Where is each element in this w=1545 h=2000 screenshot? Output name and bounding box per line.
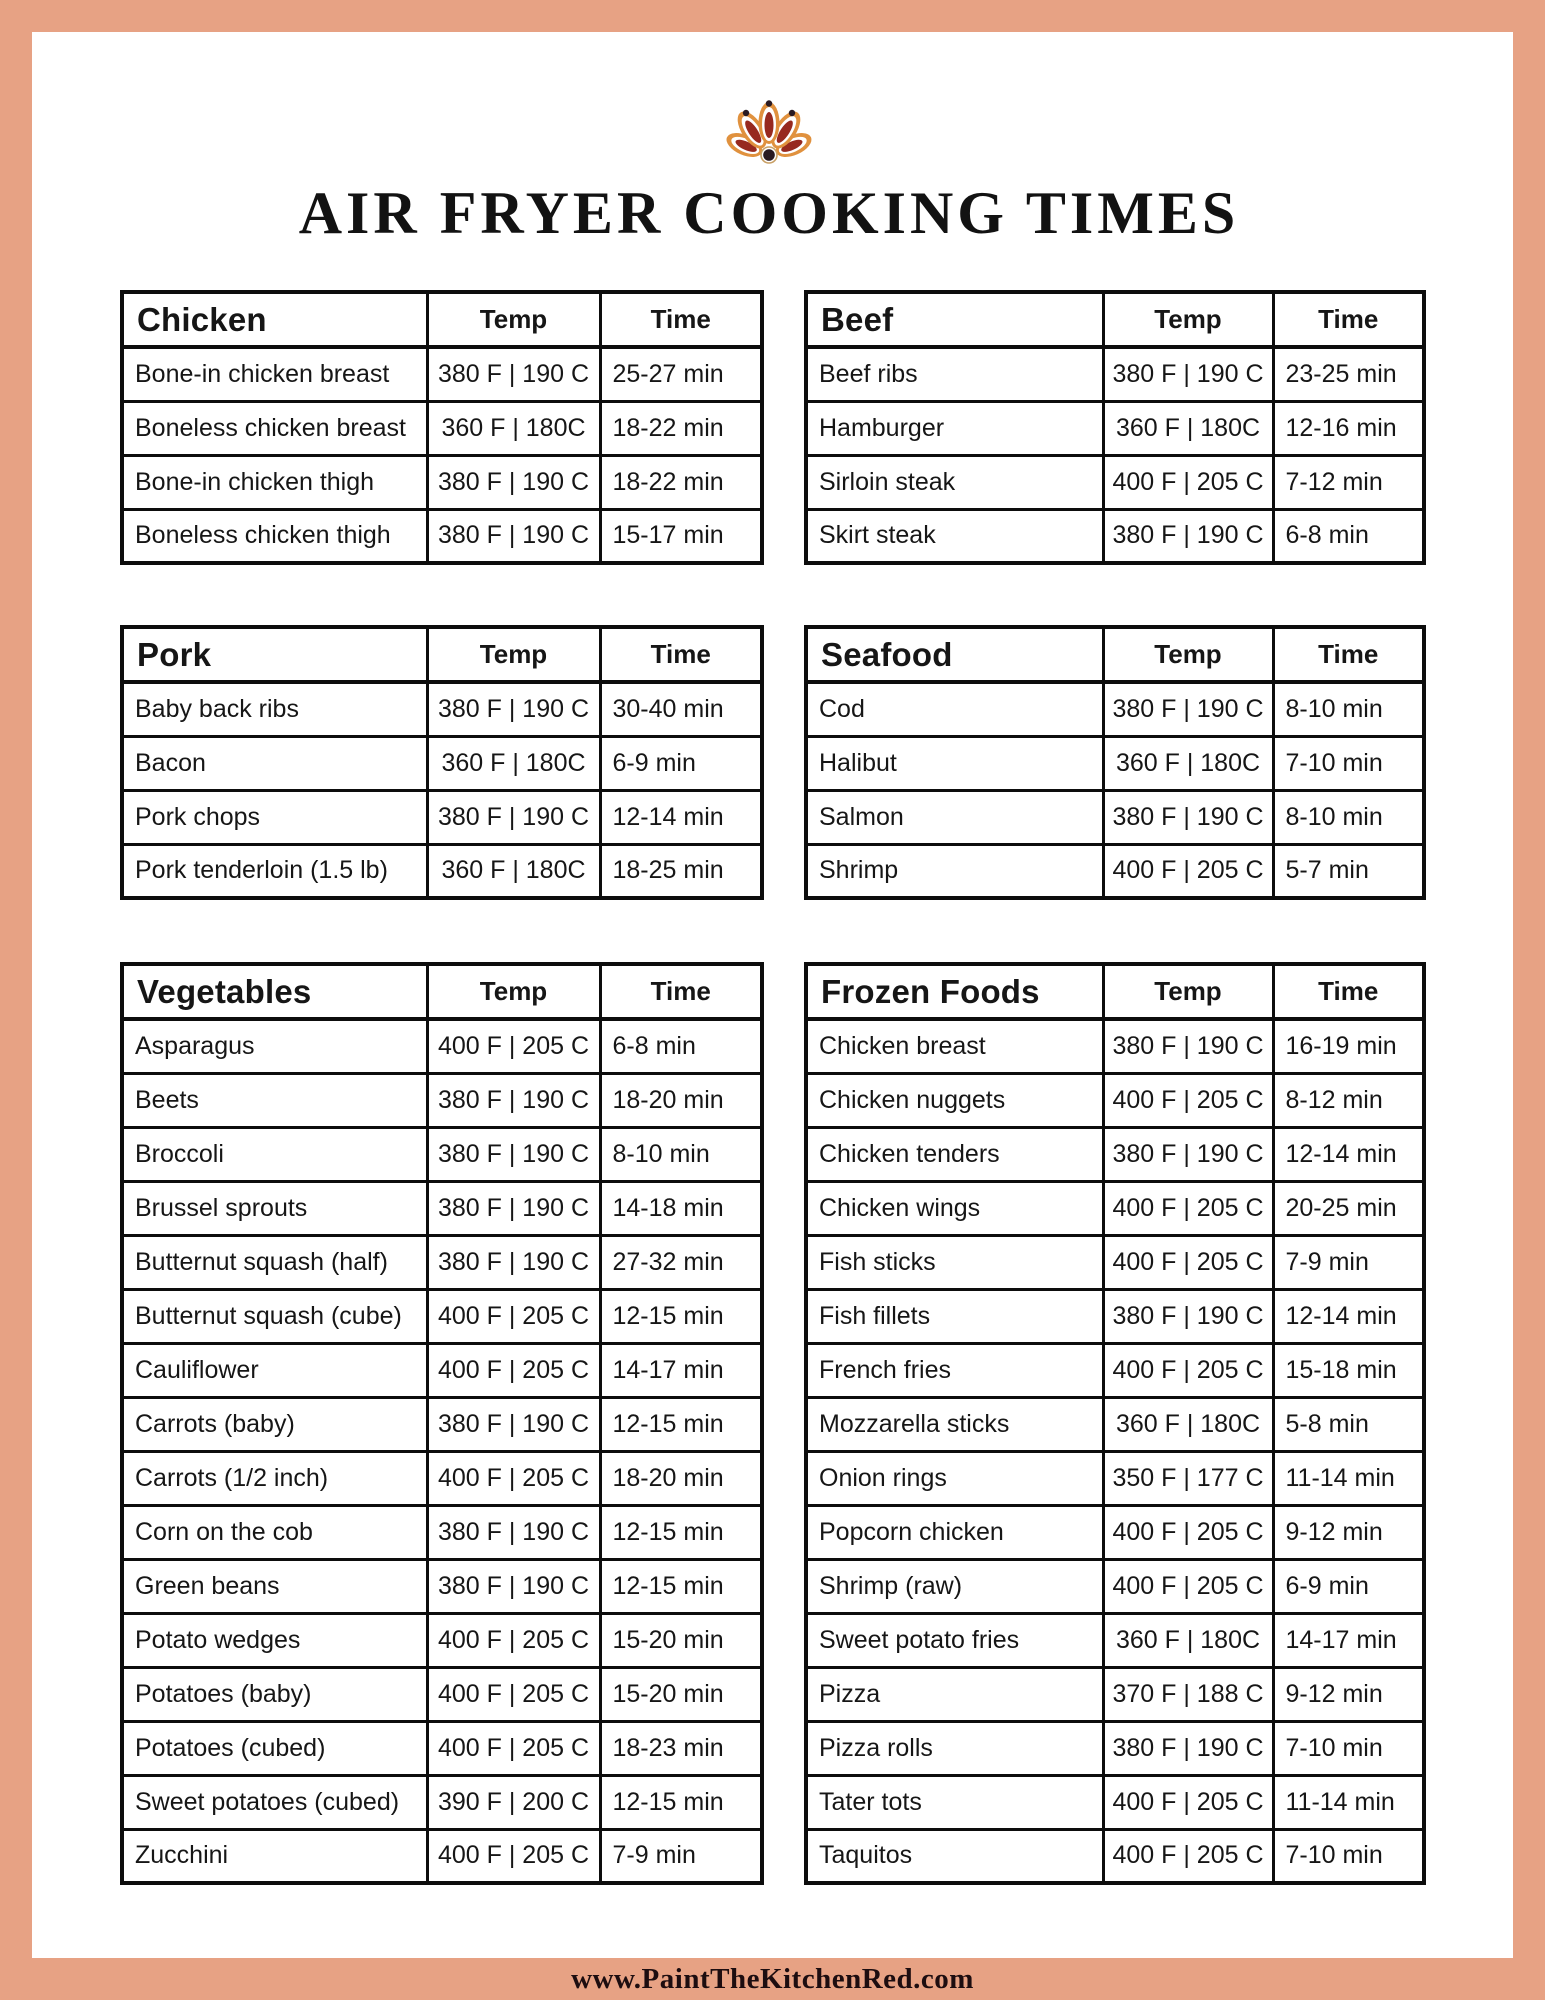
table-row bbox=[122, 844, 762, 898]
table-row bbox=[806, 509, 1424, 563]
vegetables-table bbox=[120, 962, 764, 1885]
table-row bbox=[122, 790, 762, 844]
cell-item: Bone-in chicken breast bbox=[122, 347, 427, 401]
table-row bbox=[122, 455, 762, 509]
cell-temp: 360 F | 180C bbox=[1103, 1397, 1273, 1451]
cell-item: Potatoes (cubed) bbox=[122, 1721, 427, 1775]
cell-temp: 400 F | 205 C bbox=[1103, 1235, 1273, 1289]
cell-item: Beef ribs bbox=[806, 347, 1103, 401]
cell-time: 7-10 min bbox=[1273, 1721, 1424, 1775]
cell-item: Skirt steak bbox=[806, 509, 1103, 563]
cell-time: 8-10 min bbox=[600, 1127, 762, 1181]
cell-time: 7-12 min bbox=[1273, 455, 1424, 509]
table-row bbox=[806, 844, 1424, 898]
cell-time: 15-18 min bbox=[1273, 1343, 1424, 1397]
cell-item: Pizza rolls bbox=[806, 1721, 1103, 1775]
cell-temp: 400 F | 205 C bbox=[427, 1829, 600, 1883]
table-row bbox=[806, 1775, 1424, 1829]
seafood-table bbox=[804, 625, 1426, 900]
cell-time: 27-32 min bbox=[600, 1235, 762, 1289]
table-band-2 bbox=[120, 625, 1418, 900]
table-row bbox=[806, 1343, 1424, 1397]
cell-item: Butternut squash (half) bbox=[122, 1235, 427, 1289]
table-row bbox=[806, 682, 1424, 736]
table-row bbox=[122, 1829, 762, 1883]
cell-time: 18-25 min bbox=[600, 844, 762, 898]
table-row bbox=[122, 1397, 762, 1451]
cell-time: 6-9 min bbox=[600, 736, 762, 790]
temp-column-header: Temp bbox=[1103, 292, 1273, 347]
cell-time: 14-17 min bbox=[1273, 1613, 1424, 1667]
cell-time: 8-12 min bbox=[1273, 1073, 1424, 1127]
cell-temp: 400 F | 205 C bbox=[1103, 844, 1273, 898]
table-row bbox=[122, 1289, 762, 1343]
cell-temp: 380 F | 190 C bbox=[427, 1181, 600, 1235]
cell-item: Carrots (baby) bbox=[122, 1397, 427, 1451]
cell-temp: 380 F | 190 C bbox=[1103, 509, 1273, 563]
cell-item: Potatoes (baby) bbox=[122, 1667, 427, 1721]
cell-temp: 380 F | 190 C bbox=[1103, 1721, 1273, 1775]
table-row bbox=[806, 1181, 1424, 1235]
table-row bbox=[122, 1451, 762, 1505]
table-row bbox=[122, 1235, 762, 1289]
cell-item: Beets bbox=[122, 1073, 427, 1127]
table-row bbox=[806, 1397, 1424, 1451]
cell-item: Boneless chicken breast bbox=[122, 401, 427, 455]
table-row bbox=[122, 736, 762, 790]
table-row bbox=[122, 1073, 762, 1127]
footer-url: www.PaintTheKitchenRed.com bbox=[571, 1963, 974, 1995]
cell-item: Pork tenderloin (1.5 lb) bbox=[122, 844, 427, 898]
table-header-row bbox=[806, 292, 1424, 347]
temp-column-header: Temp bbox=[427, 292, 600, 347]
cell-time: 15-20 min bbox=[600, 1613, 762, 1667]
cell-item: Chicken breast bbox=[806, 1019, 1103, 1073]
table-header-row bbox=[806, 627, 1424, 682]
cell-item: Mozzarella sticks bbox=[806, 1397, 1103, 1451]
cell-time: 14-17 min bbox=[600, 1343, 762, 1397]
table-row bbox=[806, 401, 1424, 455]
category-header-pork: Pork bbox=[122, 627, 427, 682]
cell-temp: 360 F | 180C bbox=[427, 844, 600, 898]
cell-item: Sirloin steak bbox=[806, 455, 1103, 509]
table-row bbox=[122, 1721, 762, 1775]
table-row bbox=[806, 1559, 1424, 1613]
cell-time: 12-16 min bbox=[1273, 401, 1424, 455]
time-column-header: Time bbox=[1273, 292, 1424, 347]
cell-temp: 380 F | 190 C bbox=[1103, 790, 1273, 844]
cell-temp: 370 F | 188 C bbox=[1103, 1667, 1273, 1721]
table-row bbox=[806, 1019, 1424, 1073]
time-column-header: Time bbox=[1273, 964, 1424, 1019]
cell-item: Asparagus bbox=[122, 1019, 427, 1073]
table-row bbox=[122, 1775, 762, 1829]
cell-time: 7-9 min bbox=[1273, 1235, 1424, 1289]
cell-temp: 380 F | 190 C bbox=[427, 1505, 600, 1559]
temp-column-header: Temp bbox=[1103, 964, 1273, 1019]
table-row bbox=[806, 1829, 1424, 1883]
cell-item: Taquitos bbox=[806, 1829, 1103, 1883]
time-column-header: Time bbox=[600, 292, 762, 347]
table-band-1 bbox=[120, 290, 1418, 565]
table-row bbox=[122, 1181, 762, 1235]
cell-temp: 400 F | 205 C bbox=[427, 1451, 600, 1505]
table-row bbox=[122, 1613, 762, 1667]
cell-temp: 400 F | 205 C bbox=[1103, 1073, 1273, 1127]
cell-item: Fish sticks bbox=[806, 1235, 1103, 1289]
cell-item: Shrimp (raw) bbox=[806, 1559, 1103, 1613]
cell-time: 7-9 min bbox=[600, 1829, 762, 1883]
cell-item: Hamburger bbox=[806, 401, 1103, 455]
time-column-header: Time bbox=[600, 627, 762, 682]
table-row bbox=[806, 455, 1424, 509]
cell-time: 18-22 min bbox=[600, 401, 762, 455]
cell-temp: 380 F | 190 C bbox=[1103, 1019, 1273, 1073]
cell-time: 18-20 min bbox=[600, 1451, 762, 1505]
cell-time: 9-12 min bbox=[1273, 1667, 1424, 1721]
table-row bbox=[122, 1343, 762, 1397]
cell-temp: 400 F | 205 C bbox=[1103, 1559, 1273, 1613]
table-band-3 bbox=[120, 962, 1418, 1885]
table-row bbox=[122, 347, 762, 401]
cell-item: Shrimp bbox=[806, 844, 1103, 898]
cell-time: 12-14 min bbox=[1273, 1127, 1424, 1181]
cell-item: Boneless chicken thigh bbox=[122, 509, 427, 563]
time-column-header: Time bbox=[600, 964, 762, 1019]
cell-temp: 400 F | 205 C bbox=[427, 1289, 600, 1343]
cell-temp: 390 F | 200 C bbox=[427, 1775, 600, 1829]
cell-item: Butternut squash (cube) bbox=[122, 1289, 427, 1343]
cell-temp: 400 F | 205 C bbox=[427, 1019, 600, 1073]
cell-time: 6-9 min bbox=[1273, 1559, 1424, 1613]
table-row bbox=[806, 1721, 1424, 1775]
cell-temp: 380 F | 190 C bbox=[427, 1235, 600, 1289]
cell-item: Halibut bbox=[806, 736, 1103, 790]
pork-table bbox=[120, 625, 764, 900]
table-row bbox=[122, 1127, 762, 1181]
cell-item: Fish fillets bbox=[806, 1289, 1103, 1343]
table-row bbox=[806, 1613, 1424, 1667]
page-sheet bbox=[32, 32, 1513, 1958]
table-row bbox=[122, 1559, 762, 1613]
cell-item: Chicken wings bbox=[806, 1181, 1103, 1235]
cell-temp: 380 F | 190 C bbox=[427, 1397, 600, 1451]
cell-time: 7-10 min bbox=[1273, 1829, 1424, 1883]
cell-temp: 380 F | 190 C bbox=[427, 347, 600, 401]
cell-temp: 380 F | 190 C bbox=[1103, 682, 1273, 736]
table-row bbox=[122, 401, 762, 455]
temp-column-header: Temp bbox=[427, 627, 600, 682]
table-row bbox=[806, 1289, 1424, 1343]
cell-time: 8-10 min bbox=[1273, 682, 1424, 736]
cell-time: 8-10 min bbox=[1273, 790, 1424, 844]
cell-time: 18-22 min bbox=[600, 455, 762, 509]
cell-temp: 380 F | 190 C bbox=[427, 1559, 600, 1613]
cell-temp: 400 F | 205 C bbox=[1103, 1775, 1273, 1829]
table-row bbox=[122, 1505, 762, 1559]
cell-temp: 400 F | 205 C bbox=[427, 1667, 600, 1721]
cell-time: 23-25 min bbox=[1273, 347, 1424, 401]
cell-item: Cauliflower bbox=[122, 1343, 427, 1397]
cell-item: Onion rings bbox=[806, 1451, 1103, 1505]
table-row bbox=[806, 1505, 1424, 1559]
table-header-row bbox=[122, 964, 762, 1019]
page-content bbox=[120, 32, 1418, 1885]
cell-time: 12-14 min bbox=[1273, 1289, 1424, 1343]
lotus-logo-icon bbox=[709, 96, 829, 168]
cell-temp: 380 F | 190 C bbox=[1103, 347, 1273, 401]
table-row bbox=[122, 1667, 762, 1721]
table-row bbox=[806, 790, 1424, 844]
frozen-foods-table bbox=[804, 962, 1426, 1885]
cell-temp: 400 F | 205 C bbox=[1103, 455, 1273, 509]
cell-temp: 400 F | 205 C bbox=[1103, 1343, 1273, 1397]
cell-time: 11-14 min bbox=[1273, 1775, 1424, 1829]
cell-temp: 380 F | 190 C bbox=[1103, 1127, 1273, 1181]
cell-item: Salmon bbox=[806, 790, 1103, 844]
page-title: AIR FRYER COOKING TIMES bbox=[298, 180, 1240, 246]
cell-temp: 360 F | 180C bbox=[1103, 401, 1273, 455]
temp-column-header: Temp bbox=[427, 964, 600, 1019]
cell-item: Potato wedges bbox=[122, 1613, 427, 1667]
cell-time: 12-14 min bbox=[600, 790, 762, 844]
cell-time: 7-10 min bbox=[1273, 736, 1424, 790]
table-header-row bbox=[122, 627, 762, 682]
table-row bbox=[806, 1451, 1424, 1505]
category-header-chicken: Chicken bbox=[122, 292, 427, 347]
table-row bbox=[806, 1235, 1424, 1289]
cell-time: 12-15 min bbox=[600, 1505, 762, 1559]
table-row bbox=[806, 1073, 1424, 1127]
cell-item: Baby back ribs bbox=[122, 682, 427, 736]
category-header-vegetables: Vegetables bbox=[122, 964, 427, 1019]
cell-temp: 400 F | 205 C bbox=[427, 1343, 600, 1397]
cell-temp: 400 F | 205 C bbox=[1103, 1505, 1273, 1559]
chicken-table bbox=[120, 290, 764, 565]
cell-item: Broccoli bbox=[122, 1127, 427, 1181]
cell-item: Sweet potato fries bbox=[806, 1613, 1103, 1667]
cell-item: Sweet potatoes (cubed) bbox=[122, 1775, 427, 1829]
cell-time: 9-12 min bbox=[1273, 1505, 1424, 1559]
cell-temp: 380 F | 190 C bbox=[1103, 1289, 1273, 1343]
table-row bbox=[806, 1667, 1424, 1721]
cell-temp: 380 F | 190 C bbox=[427, 1127, 600, 1181]
cell-item: Zucchini bbox=[122, 1829, 427, 1883]
cell-temp: 360 F | 180C bbox=[427, 401, 600, 455]
cell-item: Popcorn chicken bbox=[806, 1505, 1103, 1559]
category-header-frozen-foods: Frozen Foods bbox=[806, 964, 1103, 1019]
cell-temp: 380 F | 190 C bbox=[427, 509, 600, 563]
cell-temp: 360 F | 180C bbox=[427, 736, 600, 790]
cell-temp: 360 F | 180C bbox=[1103, 1613, 1273, 1667]
cell-time: 12-15 min bbox=[600, 1397, 762, 1451]
cell-time: 15-17 min bbox=[600, 509, 762, 563]
cell-temp: 400 F | 205 C bbox=[1103, 1829, 1273, 1883]
cell-time: 6-8 min bbox=[1273, 509, 1424, 563]
cell-temp: 350 F | 177 C bbox=[1103, 1451, 1273, 1505]
cell-item: Chicken tenders bbox=[806, 1127, 1103, 1181]
cell-temp: 380 F | 190 C bbox=[427, 790, 600, 844]
cell-time: 25-27 min bbox=[600, 347, 762, 401]
cell-temp: 400 F | 205 C bbox=[427, 1613, 600, 1667]
cell-time: 12-15 min bbox=[600, 1559, 762, 1613]
cell-item: Chicken nuggets bbox=[806, 1073, 1103, 1127]
cell-time: 20-25 min bbox=[1273, 1181, 1424, 1235]
category-header-beef: Beef bbox=[806, 292, 1103, 347]
table-row bbox=[806, 736, 1424, 790]
cell-temp: 380 F | 190 C bbox=[427, 682, 600, 736]
cell-time: 16-19 min bbox=[1273, 1019, 1424, 1073]
time-column-header: Time bbox=[1273, 627, 1424, 682]
cell-item: Pizza bbox=[806, 1667, 1103, 1721]
cell-temp: 400 F | 205 C bbox=[427, 1721, 600, 1775]
cell-item: Cod bbox=[806, 682, 1103, 736]
cell-time: 15-20 min bbox=[600, 1667, 762, 1721]
cell-temp: 400 F | 205 C bbox=[1103, 1181, 1273, 1235]
cell-time: 18-23 min bbox=[600, 1721, 762, 1775]
beef-table bbox=[804, 290, 1426, 565]
cell-time: 6-8 min bbox=[600, 1019, 762, 1073]
cell-item: Tater tots bbox=[806, 1775, 1103, 1829]
category-header-seafood: Seafood bbox=[806, 627, 1103, 682]
cell-time: 18-20 min bbox=[600, 1073, 762, 1127]
cell-time: 30-40 min bbox=[600, 682, 762, 736]
table-row bbox=[122, 1019, 762, 1073]
cell-time: 12-15 min bbox=[600, 1775, 762, 1829]
cell-item: Bacon bbox=[122, 736, 427, 790]
cell-item: Corn on the cob bbox=[122, 1505, 427, 1559]
cell-item: Brussel sprouts bbox=[122, 1181, 427, 1235]
table-header-row bbox=[122, 292, 762, 347]
table-row bbox=[122, 682, 762, 736]
cell-temp: 380 F | 190 C bbox=[427, 455, 600, 509]
cell-time: 11-14 min bbox=[1273, 1451, 1424, 1505]
temp-column-header: Temp bbox=[1103, 627, 1273, 682]
table-row bbox=[806, 1127, 1424, 1181]
cell-time: 5-7 min bbox=[1273, 844, 1424, 898]
cell-time: 5-8 min bbox=[1273, 1397, 1424, 1451]
cell-item: Pork chops bbox=[122, 790, 427, 844]
table-row bbox=[122, 509, 762, 563]
table-row bbox=[806, 347, 1424, 401]
cell-temp: 360 F | 180C bbox=[1103, 736, 1273, 790]
cell-item: Bone-in chicken thigh bbox=[122, 455, 427, 509]
cell-temp: 380 F | 190 C bbox=[427, 1073, 600, 1127]
cell-time: 14-18 min bbox=[600, 1181, 762, 1235]
cell-time: 12-15 min bbox=[600, 1289, 762, 1343]
cell-item: Carrots (1/2 inch) bbox=[122, 1451, 427, 1505]
cell-item: French fries bbox=[806, 1343, 1103, 1397]
table-header-row bbox=[806, 964, 1424, 1019]
cell-item: Green beans bbox=[122, 1559, 427, 1613]
